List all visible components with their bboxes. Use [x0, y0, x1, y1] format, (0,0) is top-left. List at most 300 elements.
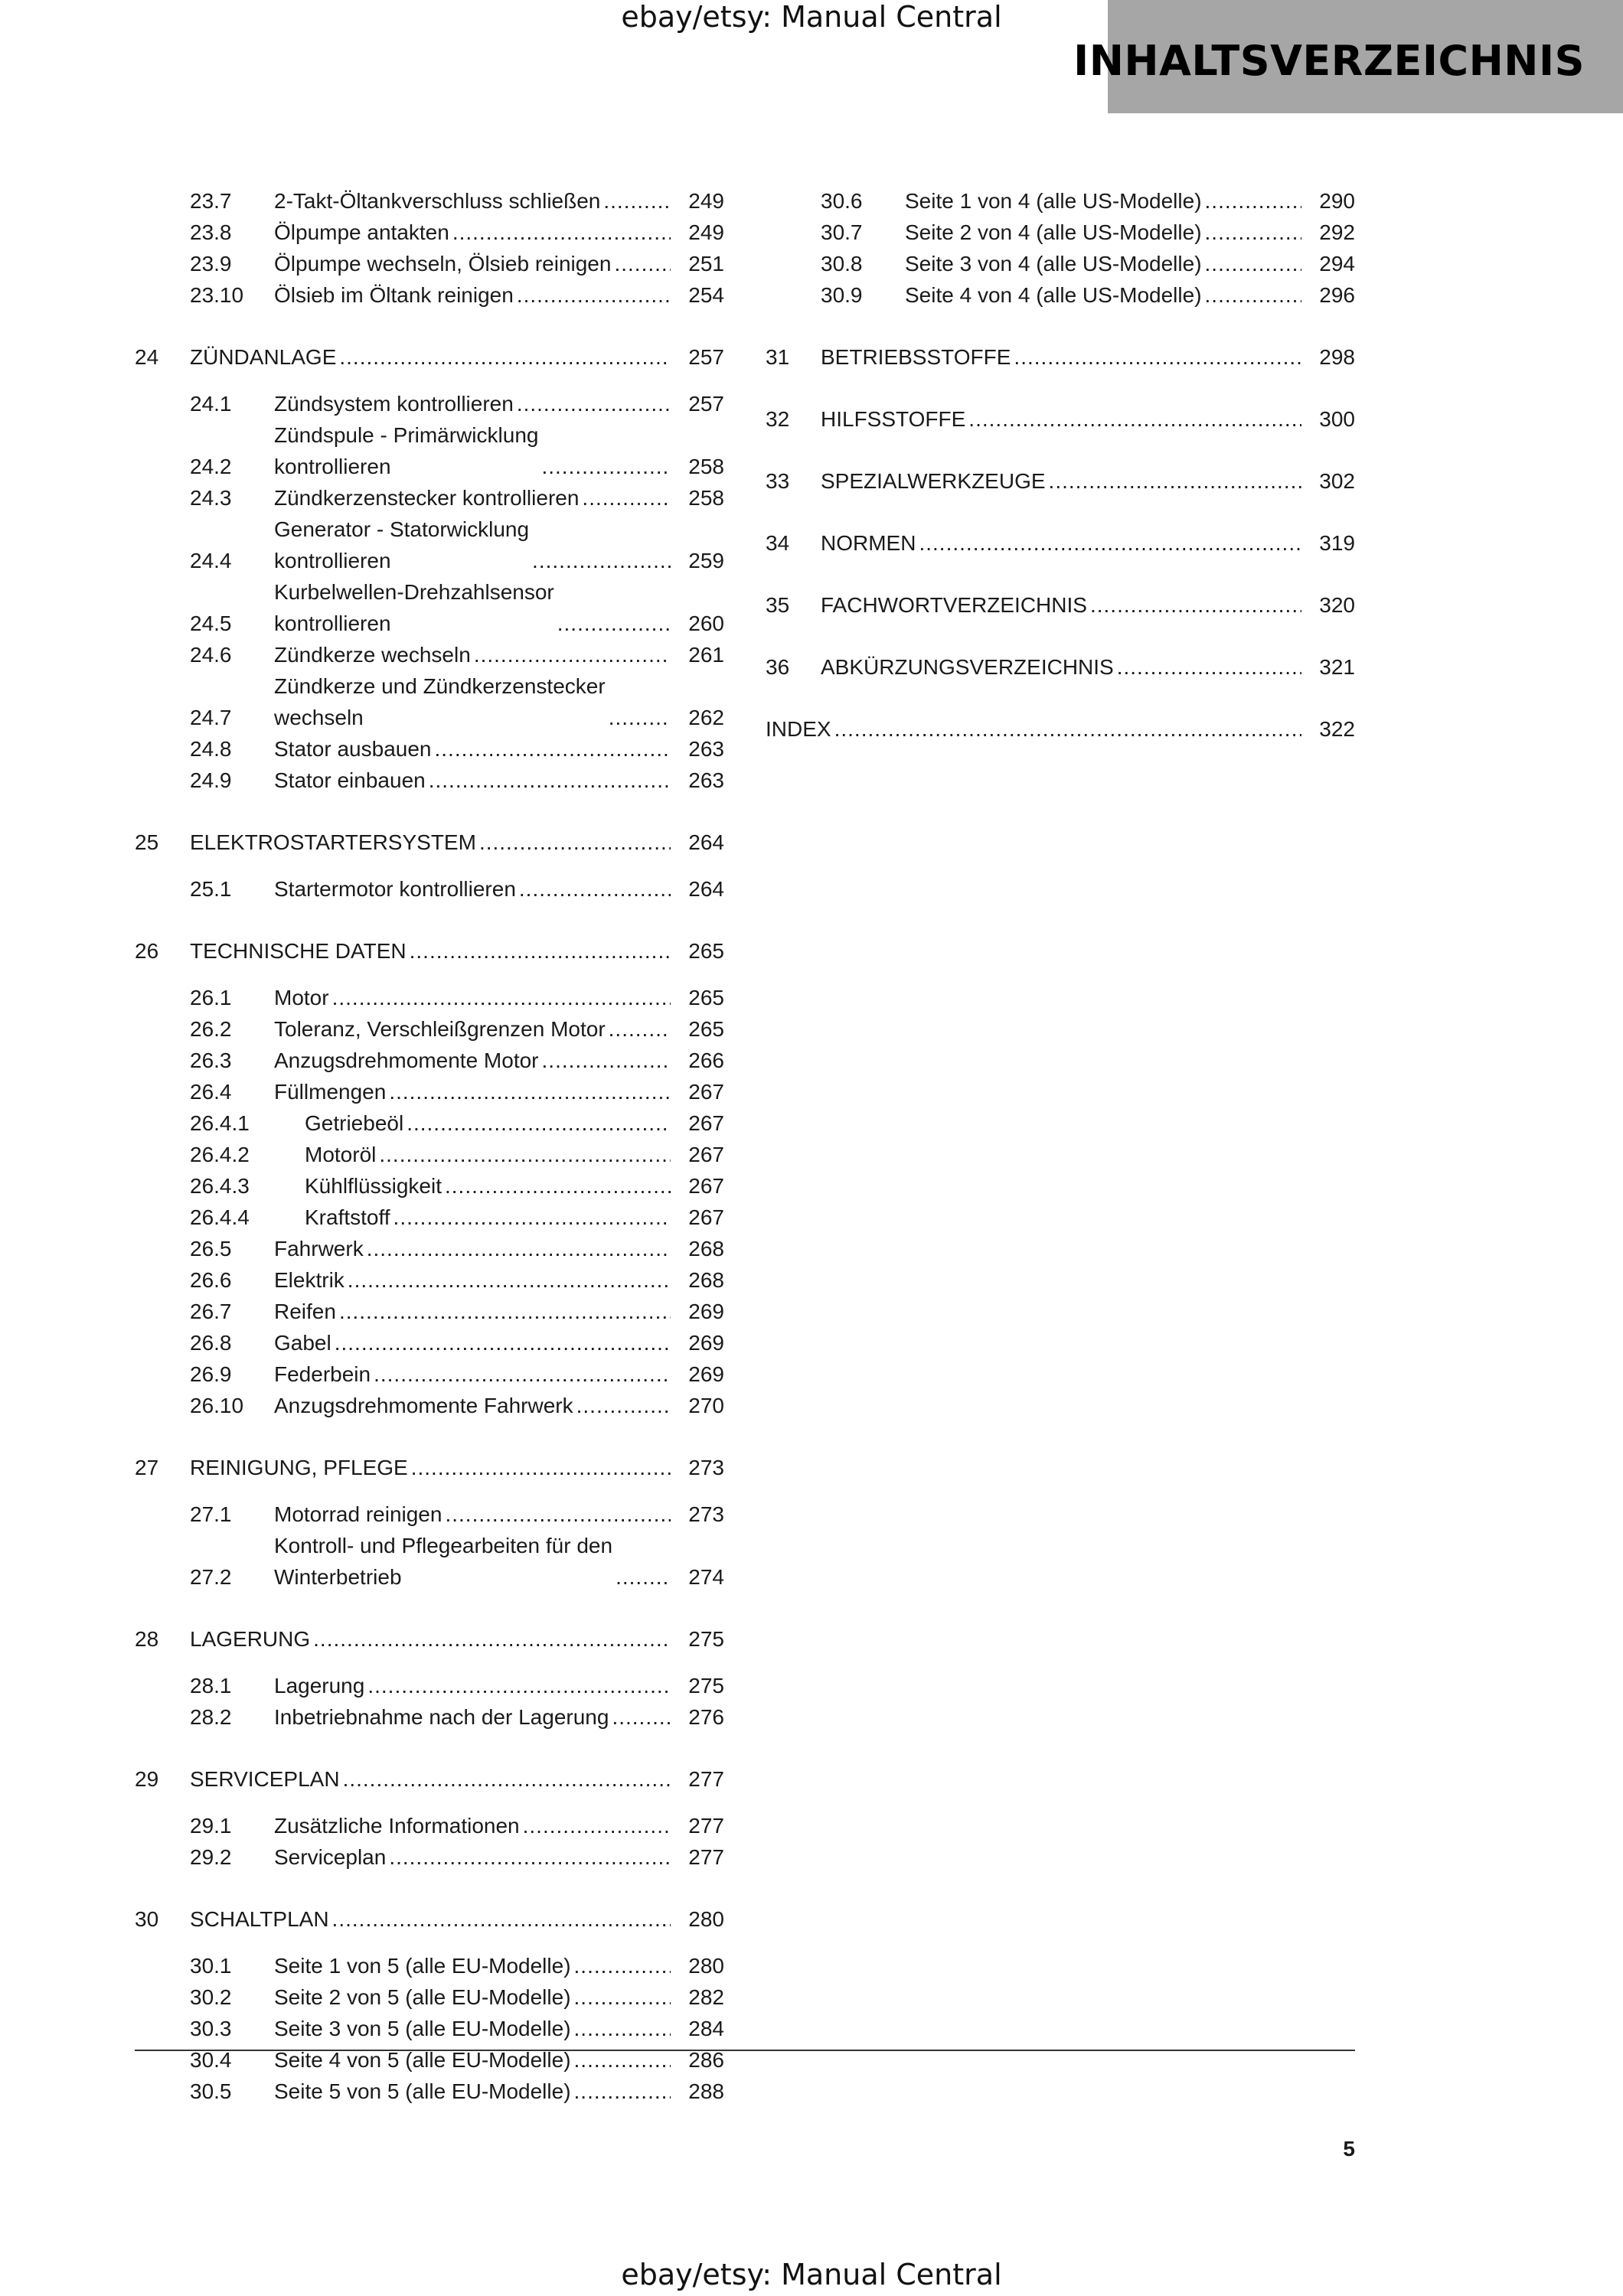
toc-entry-title: Getriebeöl: [305, 1111, 404, 1135]
toc-leader-dots: [542, 1045, 671, 1076]
toc-entry-page: 294: [1319, 252, 1355, 276]
toc-entry[interactable]: [135, 1950, 724, 1981]
toc-entry-title: Seite 3 von 4 (alle US-Modelle): [905, 252, 1202, 276]
toc-entry-title: Zündsystem kontrollieren: [274, 392, 514, 416]
toc-entry-title: Motorrad reinigen: [274, 1502, 442, 1526]
toc-entry-title: Kurbelwellen-Drehzahlsensor: [274, 580, 554, 604]
toc-entry-page: 267: [688, 1205, 724, 1229]
toc-entry-number: 30.6: [821, 189, 863, 213]
toc-entry[interactable]: [135, 419, 724, 482]
toc-entry-title: Zusätzliche Informationen: [274, 1814, 520, 1838]
toc-entry-number: 24.3: [190, 486, 232, 510]
toc-entry-page: 296: [1319, 283, 1355, 307]
toc-entry-number: 24.7: [190, 706, 232, 729]
toc-leader-dots: [335, 1327, 671, 1358]
toc-entry[interactable]: [135, 873, 724, 905]
toc-spacer: [766, 311, 1355, 326]
toc-entry-title: Fahrwerk: [274, 1237, 364, 1261]
toc-entry-page: 273: [688, 1502, 724, 1526]
toc-entry-page: 298: [1319, 345, 1355, 369]
toc-leader-dots: [532, 545, 671, 576]
toc-entry-title: ABKÜRZUNGSVERZEICHNIS: [821, 655, 1114, 679]
toc-entry-page: 292: [1319, 220, 1355, 244]
toc-entry[interactable]: [135, 1623, 724, 1655]
toc-entry-number: 30.2: [190, 1985, 232, 2009]
toc-entry-title: Anzugsdrehmomente Motor: [274, 1049, 539, 1072]
toc-spacer: [135, 1795, 724, 1810]
toc-entry-number: 30: [135, 1907, 159, 1931]
toc-entry-page: 267: [688, 1174, 724, 1198]
toc-entry-title: INDEX: [766, 717, 831, 741]
toc-entry-number: 24.9: [190, 768, 232, 792]
toc-entry[interactable]: [766, 527, 1355, 559]
toc-entry-page: 269: [688, 1362, 724, 1386]
toc-spacer: [766, 435, 1355, 450]
toc-entry[interactable]: [766, 713, 1355, 745]
toc-leader-dots: [1205, 185, 1301, 217]
toc-entry[interactable]: [135, 1296, 724, 1327]
toc-spacer: [135, 1935, 724, 1950]
toc-entry[interactable]: [135, 1530, 724, 1593]
toc-entry[interactable]: [135, 1810, 724, 1841]
toc-entry-title: Anzugsdrehmomente Fahrwerk: [274, 1394, 573, 1417]
toc-entry-number: 26.9: [190, 1362, 232, 1386]
toc-spacer: [766, 683, 1355, 698]
toc-entry-title: Gabel: [274, 1331, 331, 1355]
toc-leader-dots: [517, 388, 671, 419]
toc-entry[interactable]: [766, 279, 1355, 311]
toc-leader-dots: [523, 1810, 671, 1841]
toc-entry-title: SCHALTPLAN: [190, 1907, 329, 1931]
toc-entry-page: 259: [688, 549, 724, 572]
toc-entry[interactable]: [766, 589, 1355, 621]
toc-entry[interactable]: [135, 1107, 724, 1139]
toc-entry-number: 30.3: [190, 2017, 232, 2040]
toc-entry-page: 260: [688, 612, 724, 635]
toc-entry[interactable]: [135, 1264, 724, 1296]
toc-leader-dots: [574, 1950, 671, 1981]
toc-leader-dots: [367, 1670, 671, 1701]
toc-spacer: [766, 621, 1355, 636]
toc-entry-title: Motoröl: [305, 1143, 377, 1166]
toc-leader-dots: [411, 1452, 671, 1483]
toc-entry-number: 23.10: [190, 283, 244, 307]
toc-entry-page: 288: [688, 2079, 724, 2103]
toc-leader-dots: [609, 1013, 671, 1045]
toc-entry-title: Lagerung: [274, 1674, 365, 1698]
toc-right-column: [766, 185, 1355, 745]
toc-entry-page: 280: [688, 1907, 724, 1931]
toc-entry-number: 26.8: [190, 1331, 232, 1355]
toc-entry-title: BETRIEBSSTOFFE: [821, 345, 1011, 369]
toc-entry-title: TECHNISCHE DATEN: [190, 939, 407, 963]
toc-leader-dots: [379, 1139, 671, 1170]
toc-entry-number: 26.6: [190, 1268, 232, 1292]
toc-entry-title: Winterbetrieb: [274, 1565, 402, 1589]
toc-entry-title: Kühlflüssigkeit: [305, 1174, 442, 1198]
toc-entry-number: 27.1: [190, 1502, 232, 1526]
toc-entry-page: 249: [688, 189, 724, 213]
toc-leader-dots: [582, 482, 671, 514]
toc-entry-number: 32: [766, 407, 790, 431]
toc-entry[interactable]: [135, 935, 724, 967]
toc-leader-dots: [452, 217, 671, 248]
toc-entry[interactable]: [135, 1139, 724, 1170]
toc-entry-title: SPEZIALWERKZEUGE: [821, 469, 1046, 493]
toc-entry-page: 257: [688, 345, 724, 369]
toc-entry[interactable]: [135, 1045, 724, 1076]
toc-leader-dots: [343, 1763, 671, 1795]
toc-leader-dots: [574, 1981, 671, 2013]
toc-entry-title: Reifen: [274, 1300, 336, 1323]
toc-entry[interactable]: [766, 248, 1355, 279]
toc-entry-page: 280: [688, 1954, 724, 1978]
toc-entry-number: 24.2: [190, 455, 232, 478]
toc-spacer: [135, 1655, 724, 1670]
toc-entry-title: Seite 1 von 4 (alle US-Modelle): [905, 189, 1202, 213]
toc-entry-page: 321: [1319, 655, 1355, 679]
toc-entry-number: 31: [766, 345, 790, 369]
toc-leader-dots: [374, 1358, 671, 1390]
toc-leader-dots: [968, 403, 1301, 435]
toc-entry-number: 30.9: [821, 283, 863, 307]
toc-entry[interactable]: [766, 217, 1355, 248]
toc-entry-number: 24: [135, 345, 159, 369]
toc-entry-page: 320: [1319, 593, 1355, 617]
toc-entry-number: 24.5: [190, 612, 232, 635]
toc-spacer: [135, 967, 724, 982]
toc-entry-number: 30.4: [190, 2048, 232, 2072]
toc-entry-title: Füllmengen: [274, 1080, 387, 1104]
toc-entry-title: SERVICEPLAN: [190, 1767, 340, 1791]
toc-entry[interactable]: [766, 465, 1355, 497]
toc-entry[interactable]: [135, 1327, 724, 1358]
toc-entry[interactable]: [135, 1841, 724, 1873]
toc-entry-page: 270: [688, 1394, 724, 1417]
toc-leader-dots: [435, 733, 671, 765]
toc-leader-dots: [1090, 589, 1301, 621]
toc-entry-number: 26.4.4: [190, 1205, 250, 1229]
toc-spacer: [135, 858, 724, 873]
toc-entry-title: Seite 3 von 5 (alle EU-Modelle): [274, 2017, 571, 2040]
toc-leader-dots: [614, 248, 671, 279]
toc-spacer: [135, 1421, 724, 1437]
toc-entry-title: Elektrik: [274, 1268, 345, 1292]
toc-entry-title: Kontroll- und Pflegearbeiten für den: [274, 1534, 613, 1557]
toc-entry-title: Zündkerzenstecker kontrollieren: [274, 486, 580, 510]
toc-entry-number: 26.10: [190, 1394, 244, 1417]
toc-entry[interactable]: [135, 670, 724, 733]
toc-entry[interactable]: [135, 982, 724, 1013]
toc-entry-title: Serviceplan: [274, 1845, 387, 1869]
toc-entry-title: Federbein: [274, 1362, 371, 1386]
toc-entry-title: Generator - Statorwicklung: [274, 517, 530, 541]
toc-entry-number: 25.1: [190, 877, 232, 901]
toc-entry-title: Zündkerze und Zündkerzenstecker: [274, 674, 606, 698]
toc-entry-title: 2-Takt-Öltankverschluss schließen: [274, 189, 601, 213]
toc-entry[interactable]: [135, 1170, 724, 1202]
toc-entry-page: 249: [688, 220, 724, 244]
toc-entry-number: 28: [135, 1627, 159, 1651]
toc-entry-page: 267: [688, 1080, 724, 1104]
toc-entry-title: HILFSSTOFFE: [821, 407, 966, 431]
toc-entry-title: Startermotor kontrollieren: [274, 877, 516, 901]
toc-entry-number: 26.2: [190, 1017, 232, 1041]
toc-leader-dots: [389, 1076, 671, 1107]
footer-rule: [135, 2050, 1355, 2051]
toc-leader-dots: [389, 1841, 671, 1873]
toc-entry-page: 274: [688, 1565, 724, 1589]
toc-entry-page: 258: [688, 455, 724, 478]
toc-entry-number: 25: [135, 830, 159, 854]
toc-entry[interactable]: [135, 1670, 724, 1701]
toc-entry[interactable]: [766, 651, 1355, 683]
toc-entry-page: 257: [688, 392, 724, 416]
toc-entry-page: 254: [688, 283, 724, 307]
toc-entry-page: 263: [688, 737, 724, 761]
toc-leader-dots: [574, 2013, 671, 2044]
toc-entry-number: 26: [135, 939, 159, 963]
toc-entry[interactable]: [135, 1233, 724, 1264]
toc-entry-page: 300: [1319, 407, 1355, 431]
toc-entry-page: 322: [1319, 717, 1355, 741]
toc-entry-title: ELEKTROSTARTERSYSTEM: [190, 830, 476, 854]
toc-leader-dots: [445, 1499, 671, 1530]
toc-entry-number: 23.7: [190, 189, 232, 213]
toc-entry[interactable]: [135, 827, 724, 858]
toc-entry-number: 26.4: [190, 1080, 232, 1104]
toc-leader-dots: [1205, 217, 1301, 248]
toc-entry-title: wechseln: [274, 706, 364, 729]
toc-entry-number: 26.3: [190, 1049, 232, 1072]
toc-entry-title: Seite 5 von 5 (alle EU-Modelle): [274, 2079, 571, 2103]
toc-entry-page: 269: [688, 1300, 724, 1323]
toc-entry[interactable]: [135, 1763, 724, 1795]
toc-entry-number: 27.2: [190, 1565, 232, 1589]
toc-entry-number: 29.1: [190, 1814, 232, 1838]
toc-entry-title: Zündkerze wechseln: [274, 643, 471, 667]
toc-entry-title: kontrollieren: [274, 455, 391, 478]
toc-entry-page: 267: [688, 1143, 724, 1166]
toc-entry[interactable]: [135, 733, 724, 765]
toc-entry-number: 23.8: [190, 220, 232, 244]
toc-entry[interactable]: [135, 514, 724, 576]
toc-entry-page: 275: [688, 1627, 724, 1651]
toc-entry-title: Ölsieb im Öltank reinigen: [274, 283, 514, 307]
toc-leader-dots: [332, 1903, 671, 1935]
toc-entry-page: 264: [688, 877, 724, 901]
toc-leader-dots: [339, 341, 671, 373]
toc-entry[interactable]: [135, 1390, 724, 1421]
toc-entry-page: 273: [688, 1456, 724, 1479]
toc-entry-number: 30.1: [190, 1954, 232, 1978]
toc-entry-page: 265: [688, 986, 724, 1009]
toc-entry-number: 24.1: [190, 392, 232, 416]
toc-entry-page: 275: [688, 1674, 724, 1698]
toc-entry[interactable]: [135, 639, 724, 670]
toc-entry[interactable]: [135, 1358, 724, 1390]
toc-entry[interactable]: [135, 482, 724, 514]
toc-leader-dots: [609, 702, 671, 733]
toc-leader-dots: [612, 1701, 671, 1733]
toc-entry-page: 277: [688, 1814, 724, 1838]
toc-entry-number: 28.1: [190, 1674, 232, 1698]
toc-entry[interactable]: [135, 2076, 724, 2107]
toc-leader-dots: [313, 1623, 671, 1655]
toc-entry[interactable]: [135, 1452, 724, 1483]
toc-leader-dots: [1117, 651, 1301, 683]
toc-entry[interactable]: [135, 576, 724, 639]
toc-entry[interactable]: [135, 185, 724, 217]
toc-entry-title: Seite 2 von 5 (alle EU-Modelle): [274, 1985, 571, 2009]
toc-entry-title: Seite 4 von 4 (alle US-Modelle): [905, 283, 1202, 307]
toc-entry-number: 36: [766, 655, 790, 679]
watermark-top: ebay/etsy: Manual Central: [621, 0, 1002, 34]
toc-entry-title: Toleranz, Verschleißgrenzen Motor: [274, 1017, 606, 1041]
toc-leader-dots: [1014, 341, 1301, 373]
toc-entry[interactable]: [135, 1013, 724, 1045]
toc-entry-number: 29.2: [190, 1845, 232, 1869]
toc-entry[interactable]: [135, 217, 724, 248]
toc-entry[interactable]: [135, 341, 724, 373]
toc-entry-number: 33: [766, 469, 790, 493]
toc-entry-title: kontrollieren: [274, 612, 391, 635]
toc-entry-title: Seite 1 von 5 (alle EU-Modelle): [274, 1954, 571, 1978]
toc-entry-page: 265: [688, 1017, 724, 1041]
toc-entry[interactable]: [135, 1499, 724, 1530]
toc-leader-dots: [834, 713, 1301, 745]
toc-leader-dots: [474, 639, 671, 670]
toc-entry-page: 290: [1319, 189, 1355, 213]
toc-leader-dots: [445, 1170, 671, 1202]
watermark-bottom: ebay/etsy: Manual Central: [621, 2258, 1002, 2291]
toc-entry-title: ZÜNDANLAGE: [190, 345, 337, 369]
toc-spacer: [135, 373, 724, 388]
toc-entry-title: NORMEN: [821, 531, 916, 555]
toc-entry-number: 34: [766, 531, 790, 555]
toc-entry-page: 282: [688, 1985, 724, 2009]
toc-entry-page: 284: [688, 2017, 724, 2040]
toc-entry[interactable]: [766, 185, 1355, 217]
page-number: 5: [1343, 2137, 1355, 2161]
toc-entry[interactable]: [766, 403, 1355, 435]
toc-entry-number: 26.1: [190, 986, 232, 1009]
toc-leader-dots: [576, 1390, 671, 1421]
toc-entry-number: 29: [135, 1767, 159, 1791]
toc-spacer: [135, 1593, 724, 1608]
toc-leader-dots: [616, 1561, 671, 1593]
toc-entry-page: 302: [1319, 469, 1355, 493]
toc-spacer: [135, 1733, 724, 1748]
toc-entry-page: 251: [688, 252, 724, 276]
toc-spacer: [135, 311, 724, 326]
toc-spacer: [766, 497, 1355, 512]
toc-leader-dots: [429, 765, 671, 796]
toc-entry-page: 286: [688, 2048, 724, 2072]
toc-leader-dots: [367, 1233, 671, 1264]
toc-entry-number: 30.8: [821, 252, 863, 276]
toc-entry-number: 30.5: [190, 2079, 232, 2103]
toc-entry-page: 261: [688, 643, 724, 667]
toc-entry-number: 30.7: [821, 220, 863, 244]
toc-entry[interactable]: [135, 1076, 724, 1107]
toc-entry[interactable]: [135, 765, 724, 796]
toc-entry-title: Ölpumpe antakten: [274, 220, 449, 244]
toc-entry-number: 23.9: [190, 252, 232, 276]
toc-entry-number: 27: [135, 1456, 159, 1479]
toc-entry-title: LAGERUNG: [190, 1627, 311, 1651]
toc-leader-dots: [574, 2076, 671, 2107]
toc-entry[interactable]: [135, 279, 724, 311]
toc-entry[interactable]: [135, 1202, 724, 1233]
toc-entry-page: 264: [688, 830, 724, 854]
toc-entry-page: 268: [688, 1268, 724, 1292]
toc-leader-dots: [1049, 465, 1301, 497]
toc-left-column: [135, 185, 724, 2107]
toc-entry-title: Stator ausbauen: [274, 737, 432, 761]
toc-entry[interactable]: [135, 388, 724, 419]
chapter-title: INHALTSVERZEICHNIS: [1073, 37, 1585, 85]
toc-entry-title: kontrollieren: [274, 549, 391, 572]
toc-entry-page: 269: [688, 1331, 724, 1355]
toc-leader-dots: [603, 185, 671, 217]
toc-entry-page: 263: [688, 768, 724, 792]
toc-leader-dots: [479, 827, 671, 858]
toc-spacer: [766, 373, 1355, 388]
toc-entry-number: 24.6: [190, 643, 232, 667]
toc-entry-title: Inbetriebnahme nach der Lagerung: [274, 1705, 609, 1729]
toc-entry-number: 26.7: [190, 1300, 232, 1323]
toc-leader-dots: [394, 1202, 671, 1233]
toc-entry-number: 26.4.3: [190, 1174, 250, 1198]
toc-entry[interactable]: [135, 1903, 724, 1935]
toc-leader-dots: [519, 873, 671, 905]
toc-entry-number: 26.5: [190, 1237, 232, 1261]
toc-entry[interactable]: [766, 341, 1355, 373]
toc-entry[interactable]: [135, 1981, 724, 2013]
toc-entry-number: 26.4.2: [190, 1143, 250, 1166]
toc-entry-page: 277: [688, 1767, 724, 1791]
toc-entry[interactable]: [135, 1701, 724, 1733]
toc-spacer: [135, 796, 724, 811]
toc-entry-number: 24.4: [190, 549, 232, 572]
toc-leader-dots: [332, 982, 671, 1013]
toc-entry-page: 262: [688, 706, 724, 729]
toc-leader-dots: [517, 279, 671, 311]
toc-entry-title: Ölpumpe wechseln, Ölsieb reinigen: [274, 252, 612, 276]
toc-entry-page: 277: [688, 1845, 724, 1869]
toc-leader-dots: [407, 1107, 671, 1139]
toc-leader-dots: [410, 935, 671, 967]
toc-leader-dots: [919, 527, 1301, 559]
toc-entry-title: FACHWORTVERZEICHNIS: [821, 593, 1087, 617]
toc-leader-dots: [557, 608, 671, 639]
toc-leader-dots: [1205, 279, 1301, 311]
toc-entry-number: 24.8: [190, 737, 232, 761]
toc-entry-page: 276: [688, 1705, 724, 1729]
toc-entry-number: 26.4.1: [190, 1111, 250, 1135]
toc-leader-dots: [1205, 248, 1301, 279]
toc-spacer: [135, 905, 724, 920]
toc-entry-title: Motor: [274, 986, 329, 1009]
toc-entry-title: Zündspule - Primärwicklung: [274, 423, 539, 447]
toc-entry[interactable]: [135, 248, 724, 279]
toc-entry-title: Kraftstoff: [305, 1205, 390, 1229]
toc-entry[interactable]: [135, 2013, 724, 2044]
chapter-header-box: [1073, 0, 1623, 113]
toc-entry-page: 268: [688, 1237, 724, 1261]
toc-entry-number: 28.2: [190, 1705, 232, 1729]
